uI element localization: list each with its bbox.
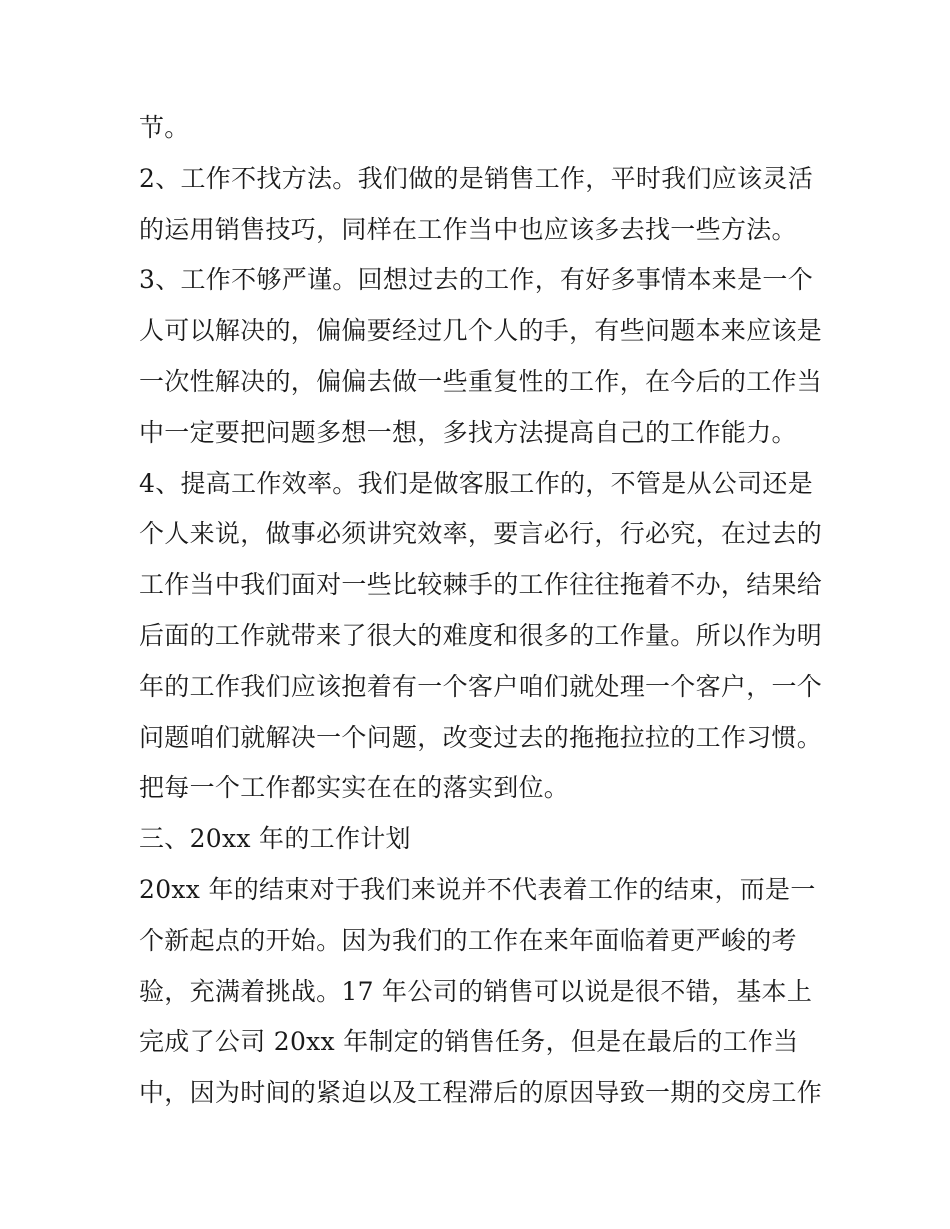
text-line: 个新起点的开始。因为我们的工作在来年面临着更严峻的考 <box>139 925 797 955</box>
text-line: 人可以解决的，偏偏要经过几个人的手，有些问题本来应该是 <box>139 316 823 346</box>
text-line: 中一定要把问题多想一想，多找方法提高自己的工作能力。 <box>139 417 797 447</box>
document-body <box>139 103 829 1119</box>
text-line: 节。 <box>139 113 190 142</box>
text-line: 2、工作不找方法。我们做的是销售工作，平时我们应该灵活 <box>139 163 814 193</box>
text-line: 3、工作不够严谨。回想过去的工作，有好多事情本来是一个 <box>139 265 814 295</box>
section-heading: 三、20xx 年的工作计划 <box>139 824 411 854</box>
text-line: 一次性解决的，偏偏去做一些重复性的工作，在今后的工作当 <box>139 366 823 396</box>
text-line: 问题咱们就解决一个问题，改变过去的拖拖拉拉的工作习惯。 <box>139 722 823 752</box>
text-line: 的运用销售技巧，同样在工作当中也应该多去找一些方法。 <box>139 214 797 244</box>
text-line: 中，因为时间的紧迫以及工程滞后的原因导致一期的交房工作 <box>139 1078 823 1108</box>
text-line: 后面的工作就带来了很大的难度和很多的工作量。所以作为明 <box>139 620 823 650</box>
text-line: 验，充满着挑战。17 年公司的销售可以说是很不错，基本上 <box>139 976 813 1006</box>
text-line: 个人来说，做事必须讲究效率，要言必行，行必究，在过去的 <box>139 519 823 549</box>
text-line: 4、提高工作效率。我们是做客服工作的，不管是从公司还是 <box>139 468 814 498</box>
text-line: 把每一个工作都实实在在的落实到位。 <box>139 773 570 803</box>
text-line: 完成了公司 20xx 年制定的销售任务，但是在最后的工作当 <box>139 1027 799 1057</box>
text-line: 工作当中我们面对一些比较棘手的工作往往拖着不办，结果给 <box>139 570 823 600</box>
text-line: 20xx 年的结束对于我们来说并不代表着工作的结束，而是一 <box>139 874 816 904</box>
text-line: 年的工作我们应该抱着有一个客户咱们就处理一个客户，一个 <box>139 671 823 701</box>
